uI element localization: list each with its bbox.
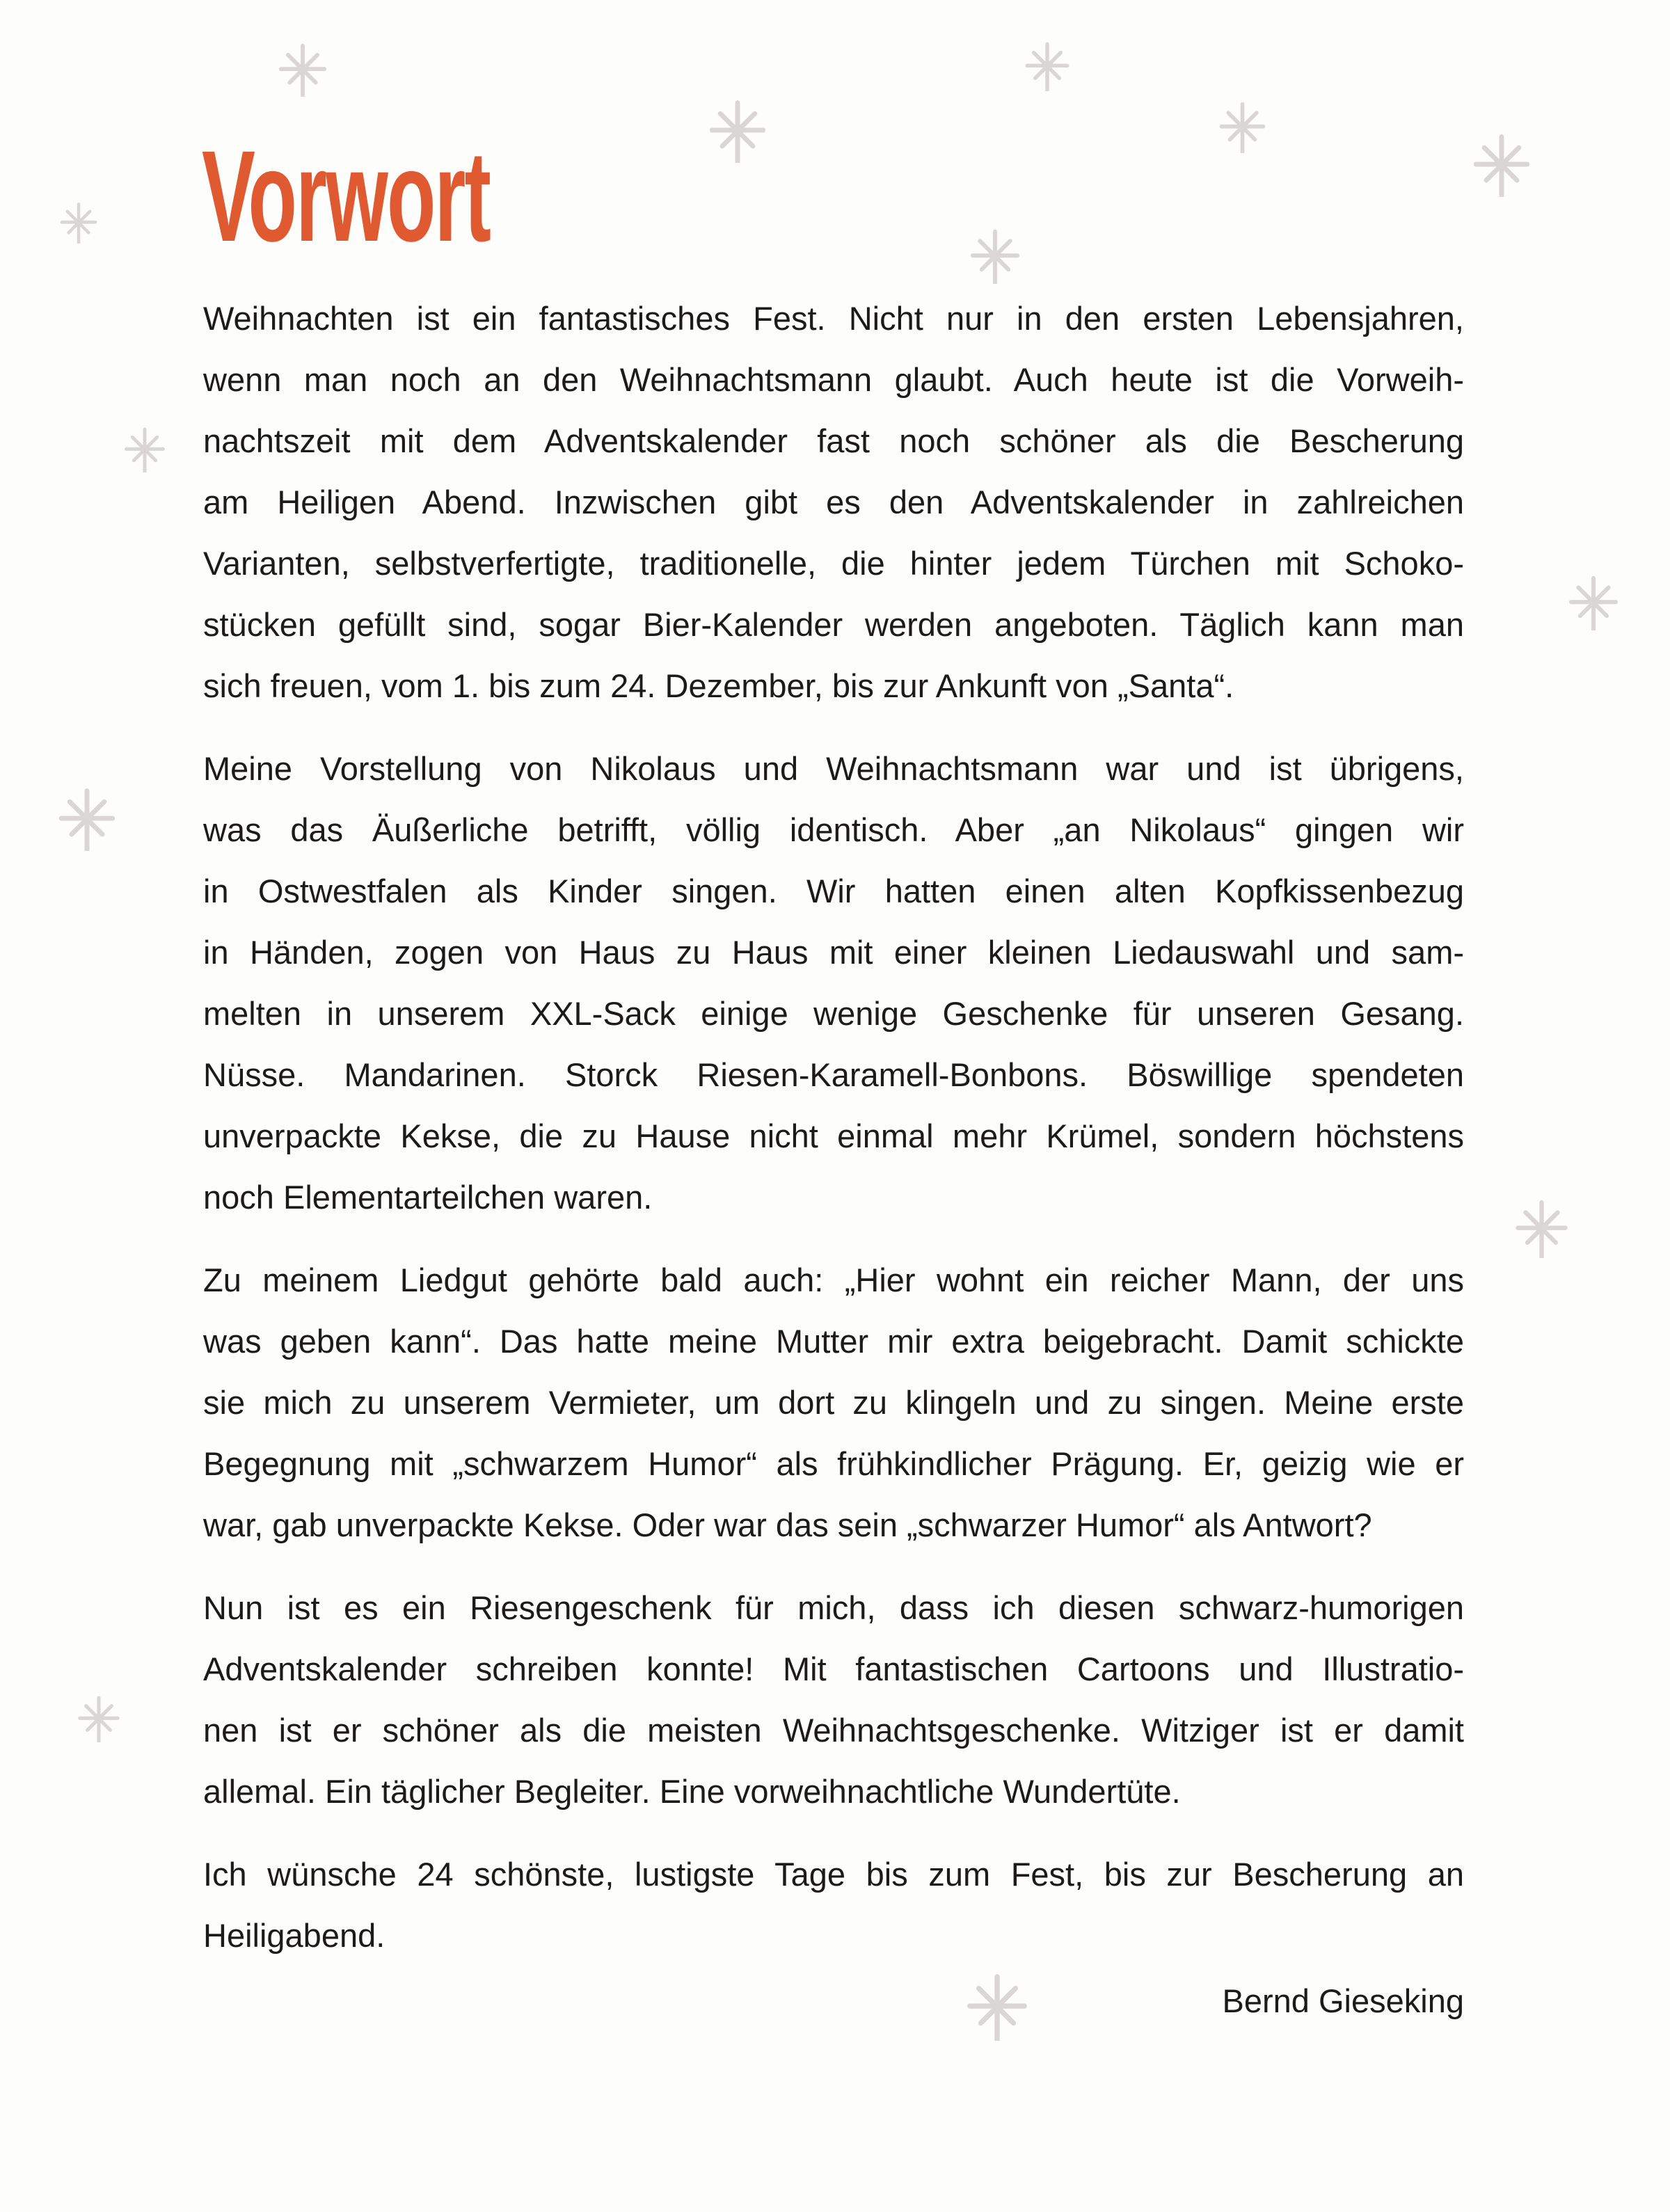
sparkle-star-icon xyxy=(58,202,100,244)
sparkle-star-icon xyxy=(75,1695,122,1742)
text-line: Varianten, selbstverfertigte, traditionelle, die hinter jedem Türchen mit Schoko- xyxy=(203,545,1464,582)
text-line: sich freuen, vom 1. bis zum 24. Dezember, bis zur Ankunft von „Santa“. xyxy=(203,667,1234,704)
text-line: was das Äußerliche betrifft, völlig identisch. Aber „an Nikolaus“ gingen wir xyxy=(203,811,1464,848)
paragraph xyxy=(203,1250,1464,1556)
text-line: stücken gefüllt sind, sogar Bier-Kalender werden angeboten. Täglich kann man xyxy=(203,606,1464,643)
text-line: Weihnachten ist ein fantastisches Fest. Nicht nur in den ersten Lebensjahren, xyxy=(203,300,1464,337)
text-line: Meine Vorstellung von Nikolaus und Weihnachtsmann war und ist übrigens, xyxy=(203,750,1464,787)
text-line: unverpackte Kekse, die zu Hause nicht einmal mehr Krümel, sondern höchstens xyxy=(203,1117,1464,1154)
text-line: wenn man noch an den Weihnachtsmann glaubt. Auch heute ist die Vorweih- xyxy=(203,361,1464,398)
sparkle-star-icon xyxy=(967,228,1023,284)
paragraph xyxy=(203,1577,1464,1822)
text-line: in Händen, zogen von Haus zu Haus mit einer kleinen Liedauswahl und sam- xyxy=(203,934,1464,971)
text-line: Heiligabend. xyxy=(203,1917,385,1954)
paragraph xyxy=(203,1844,1464,1966)
text-line: Ich wünsche 24 schönste, lustigste Tage bis zum Fest, bis zur Bescherung an xyxy=(203,1856,1464,1893)
sparkle-star-icon xyxy=(55,787,119,851)
paragraph xyxy=(203,288,1464,717)
text-line: allemal. Ein täglicher Begleiter. Eine vorweihnachtliche Wundertüte. xyxy=(203,1773,1181,1810)
preface-text-block xyxy=(203,288,1464,1966)
text-line: Begegnung mit „schwarzem Humor“ als frühkindlicher Prägung. Er, geizig wie er xyxy=(203,1445,1464,1482)
text-line: noch Elementarteilchen waren. xyxy=(203,1179,653,1216)
text-line: nen ist er schöner als die meisten Weihnachtsgeschenke. Witziger ist er damit xyxy=(203,1712,1464,1749)
text-line: melten in unserem XXL-Sack einige wenige Geschenke für unseren Gesang. xyxy=(203,995,1464,1032)
text-line: Zu meinem Liedgut gehörte bald auch: „Hier wohnt ein reicher Mann, der uns xyxy=(203,1262,1464,1298)
text-line: am Heiligen Abend. Inzwischen gibt es den Adventskalender in zahlreichen xyxy=(203,484,1464,520)
paragraph xyxy=(203,738,1464,1228)
sparkle-star-icon xyxy=(1512,1199,1571,1258)
text-line: nachtszeit mit dem Adventskalender fast noch schöner als die Bescherung xyxy=(203,422,1464,459)
sparkle-star-icon xyxy=(1566,575,1621,630)
sparkle-star-icon xyxy=(1470,133,1534,197)
text-line: sie mich zu unserem Vermieter, um dort zu klingeln und zu singen. Meine erste xyxy=(203,1384,1464,1421)
sparkle-star-icon xyxy=(1022,41,1072,91)
text-line: in Ostwestfalen als Kinder singen. Wir hatten einen alten Kopfkissenbezug xyxy=(203,873,1464,909)
text-line: war, gab unverpackte Kekse. Oder war das sein „schwarzer Humor“ als Antwort? xyxy=(203,1506,1372,1543)
sparkle-star-icon xyxy=(122,427,168,472)
text-line: Nüsse. Mandarinen. Storck Riesen-Karamell-Bonbons. Böswillige spendeten xyxy=(203,1056,1464,1093)
author-signature: Bernd Gieseking xyxy=(1222,1982,1464,2019)
text-line: Nun ist es ein Riesengeschenk für mich, dass ich diesen schwarz-humorigen xyxy=(203,1589,1464,1626)
text-line: was geben kann“. Das hatte meine Mutter mir extra beigebracht. Damit schickte xyxy=(203,1323,1464,1360)
sparkle-star-icon xyxy=(706,99,770,163)
text-line: Adventskalender schreiben konnte! Mit fantastischen Cartoons und Illustratio- xyxy=(203,1650,1464,1687)
page-title: Vorwort xyxy=(202,125,491,269)
sparkle-star-icon xyxy=(276,42,330,97)
sparkle-star-icon xyxy=(1216,101,1269,153)
